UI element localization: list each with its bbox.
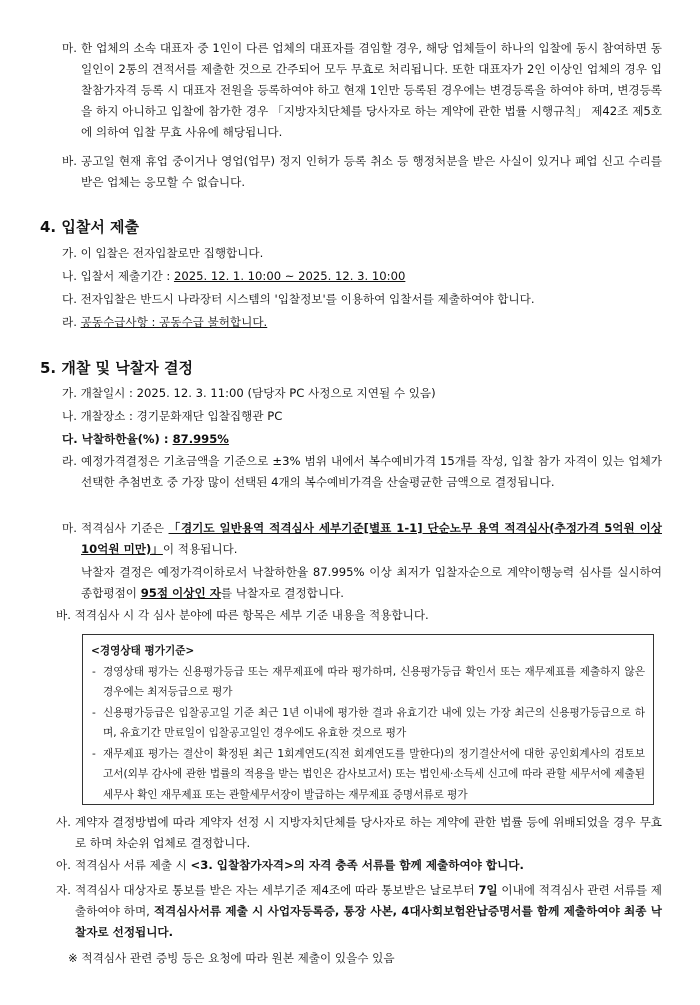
s3-item-ba bbox=[62, 151, 662, 193]
s5-item-ma bbox=[62, 518, 662, 604]
item-text: 예정가격결정은 기초금액을 기준으로 ±3% 범위 내에서 복수예비가격 15개를 작성, 입찰 참가 자격이 있는 업체가 선택한 추첨번호 중 가장 많이 선택된 4개의 복수예비가격을 산술평균한 금액으로 결정됩니다. bbox=[81, 454, 662, 489]
box-item-text: 신용평가등급은 입찰공고일 기준 최근 1년 이내에 평가한 결과 유효기간 내에 있는 가장 최근의 신용평가등급으로 하며, 유효기간 만료일이 입찰공고일인 경우에도 유효한 것으로 평가 bbox=[103, 706, 645, 739]
box-item bbox=[92, 744, 645, 806]
text-part: 이내에 적격심사 관련 서류를 제출하여야 하며, bbox=[75, 883, 662, 918]
s3-item-ma bbox=[62, 38, 662, 143]
bid-period-value: 2025. 12. 1. 10:00 ~ 2025. 12. 3. 10:00 bbox=[173, 269, 406, 283]
section-5-heading: 5. 개찰 및 낙찰자 결정 bbox=[40, 359, 193, 377]
criteria-name: 「경기도 일반용역 적격심사 세부기준[별표 1-1] 단순노무 용역 적격심사(추정가격 5억원 이상 10억원 미만)」 bbox=[81, 521, 662, 556]
box-title: <경영상태 평가기준> bbox=[91, 645, 195, 657]
box-item-text: 경영상태 평가는 신용평가등급 또는 재무제표에 따라 평가하며, 신용평가등급 확인서 또는 재무제표를 제출하지 않은 경우에는 최저등급으로 평가 bbox=[103, 665, 645, 698]
deadline-days: 7일 bbox=[478, 883, 498, 897]
text-part: 를 낙찰자로 결정합니다. bbox=[220, 586, 344, 600]
s5-item-ba: 바. 적격심사 시 각 심사 분야에 따른 항목은 세부 기준 내용을 적용합니다. bbox=[56, 608, 429, 622]
dash-icon: - bbox=[92, 665, 96, 678]
evaluation-criteria-box bbox=[82, 634, 654, 805]
joint-supply-value: 공동수급사항 : 공동수급 불허합니다. bbox=[80, 315, 268, 329]
box-item bbox=[92, 703, 645, 744]
text-part: 낙찰자 결정은 예정가격이하로서 낙찰하한율 87.995% 이상 최저가 입찰자순으로 계약이행능력 심사를 실시하여 종합평점이 bbox=[81, 565, 662, 600]
box-item bbox=[92, 662, 645, 703]
item-label: 라. bbox=[62, 315, 81, 329]
item-label: 마. bbox=[62, 41, 77, 55]
passing-score: 95점 이상인 자 bbox=[140, 586, 221, 600]
text-part: 이 적용됩니다. bbox=[162, 542, 238, 556]
s5-item-ra bbox=[62, 451, 662, 493]
item-label: 다. 낙찰하한율(%) : bbox=[62, 432, 173, 446]
s5-item-na: 나. 개찰장소 : 경기문화재단 입찰집행관 PC bbox=[62, 409, 283, 423]
item-label: 바. bbox=[62, 154, 77, 168]
s5-item-da bbox=[62, 429, 662, 450]
box-item-text: 재무제표 평가는 결산이 확정된 최근 1회계연도(직전 회계연도를 말한다)의 정기결산서에 대한 공인회계사의 검토보고서(외부 감사에 관한 법률의 적용을 받는 법인은 감사보고서) 또는 법인세·소득세 신고에 따라 관할 세무서에 제출된 세무사 확인 재무제표 또는 관할세무서장이 발급하는 재무제표 증명서류로 평가 bbox=[103, 747, 645, 801]
item-text: 한 업체의 소속 대표자 중 1인이 다른 업체의 대표자를 겸임할 경우, 해당 업체들이 하나의 입찰에 동시 참여하면 동일인이 2통의 견적서를 제출한 것으로 간주되어 모두 무효로 처리됩니다. 또한 대표자가 2인 이상인 업체의 경우 입찰참가자격 등록 시 대표자 전원을 등록하여야 하고 현재 1인만 등록된 경우에는 변경등록을 하여야 하며, 변경등록을 하지 아니하고 입찰에 참가한 경우 「지방자치단체를 당사자로 하는 계약에 관한 법률 시행규칙」 제42조 제5호에 의하여 입찰 무효 사유에 해당됩니다. bbox=[81, 41, 662, 139]
s5-item-a bbox=[56, 855, 662, 876]
required-docs-note: <3. 입찰참가자격>의 자격 충족 서류를 함께 제출하여야 합니다. bbox=[190, 858, 524, 872]
s5-item-ga: 가. 개찰일시 : 2025. 12. 3. 11:00 (담당자 PC 사정으로 지연될 수 있음) bbox=[62, 386, 436, 400]
s5-item-ja bbox=[56, 880, 662, 943]
s4-item-ga: 가. 이 입찰은 전자입찰로만 집행합니다. bbox=[62, 246, 264, 260]
text-part: 적격심사 기준은 bbox=[81, 521, 169, 535]
dash-icon: - bbox=[92, 747, 96, 760]
item-text bbox=[75, 880, 662, 943]
item-label: 자. bbox=[56, 883, 71, 897]
s4-item-da: 다. 전자입찰은 반드시 나라장터 시스템의 '입찰정보'를 이용하여 입찰서를 제출하여야 합니다. bbox=[62, 292, 535, 306]
section-4-heading: 4. 입찰서 제출 bbox=[40, 218, 140, 236]
item-text bbox=[75, 855, 662, 876]
item-label: 마. bbox=[62, 521, 77, 535]
item-label: 라. bbox=[62, 454, 77, 468]
dash-icon: - bbox=[92, 706, 96, 719]
text-part: 적격심사 대상자로 통보를 받은 자는 세부기준 제4조에 따라 통보받은 날로부터 bbox=[75, 883, 479, 897]
item-label: 아. bbox=[56, 858, 71, 872]
item-text bbox=[81, 518, 662, 560]
s4-item-na bbox=[62, 266, 662, 287]
final-award-condition: 적격심사서류 제출 시 사업자등록증, 통장 사본, 4대사회보험완납증명서를 함께 제출하여야 최종 낙찰자로 선정됩니다. bbox=[75, 904, 662, 939]
text-part: 적격심사 서류 제출 시 bbox=[75, 858, 191, 872]
s5-item-sa bbox=[56, 812, 662, 854]
item-label: 나. 입찰서 제출기간 : bbox=[62, 269, 174, 283]
item-text: 계약자 결정방법에 따라 계약자 선정 시 지방자치단체를 당사자로 하는 계약에 관한 법률 등에 위배되었을 경우 무효로 하며 차순위 업체로 결정합니다. bbox=[75, 815, 662, 850]
item-text-2 bbox=[81, 562, 662, 604]
lower-limit-rate-value: 87.995% bbox=[172, 432, 229, 446]
item-label: 사. bbox=[56, 815, 71, 829]
footnote: ※ 적격심사 관련 증빙 등은 요청에 따라 원본 제출이 있을수 있음 bbox=[68, 951, 395, 965]
item-text: 공고일 현재 휴업 중이거나 영업(업무) 정지 인허가 등록 취소 등 행정처분을 받은 사실이 있거나 폐업 신고 수리를 받은 업체는 응모할 수 없습니다. bbox=[81, 154, 662, 189]
s4-item-ra bbox=[62, 312, 662, 333]
